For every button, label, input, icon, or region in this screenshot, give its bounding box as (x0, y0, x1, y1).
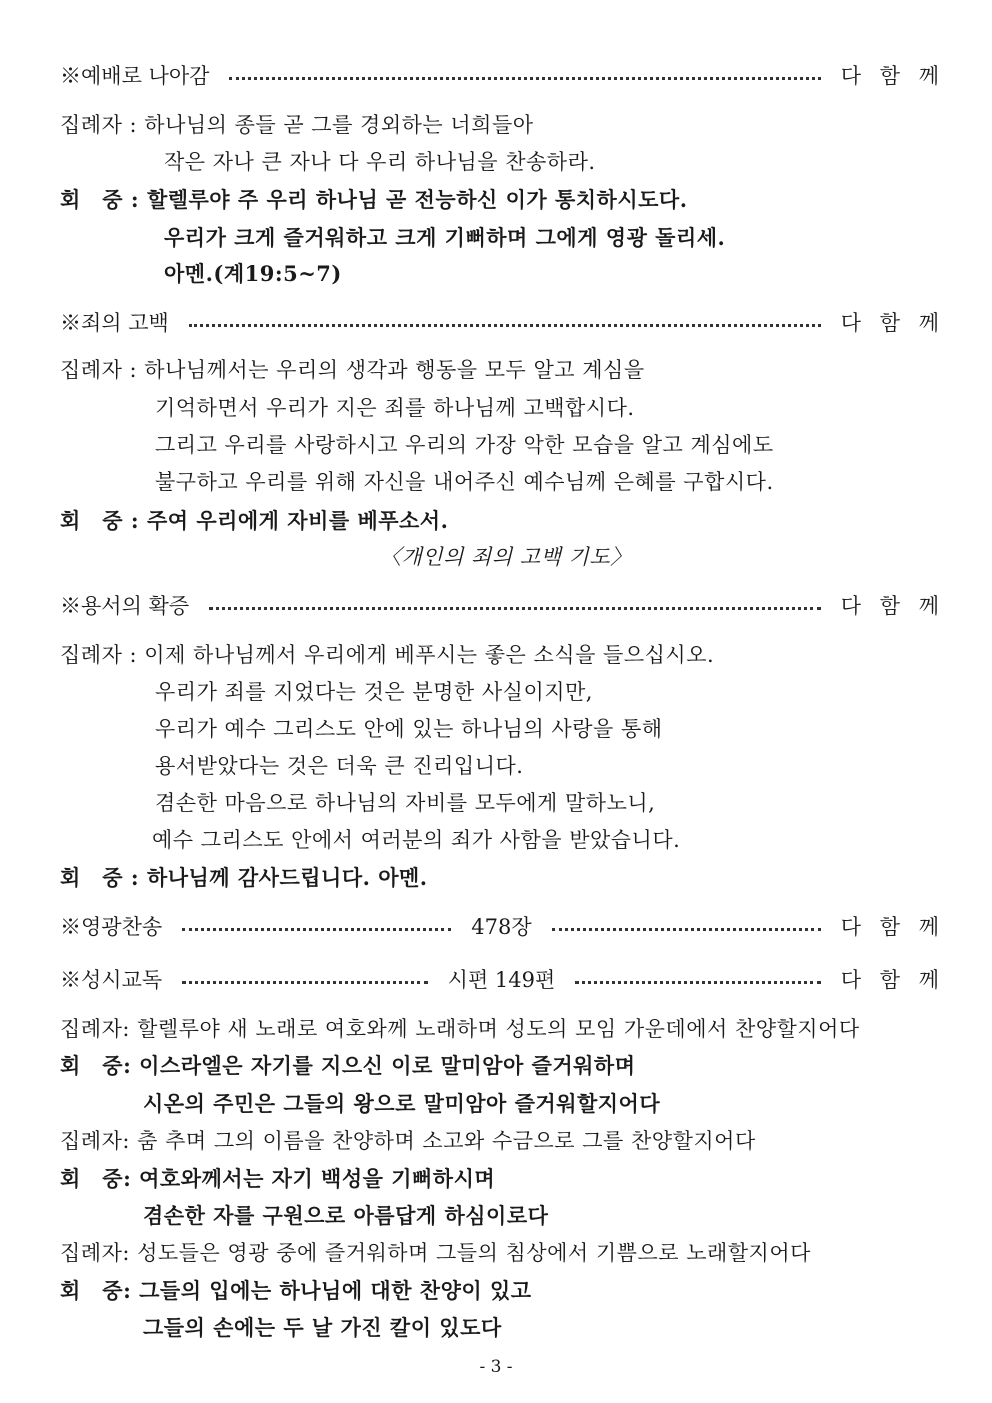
section-participant: 다 함 께 (840, 915, 945, 939)
section-participant: 다 함 께 (840, 64, 945, 88)
section-header-worship-call (60, 60, 945, 90)
dot-leader (552, 928, 821, 931)
congregation-line: 회 중: 여호와께서는 자기 백성을 기뻐하시며 (60, 1166, 496, 1191)
leader-line-cont: 우리가 죄를 지었다는 것은 분명한 사실이지만, (155, 680, 593, 704)
psalm-reference: 시편 149편 (447, 968, 556, 992)
congregation-line-cont: 우리가 크게 즐거워하고 크게 기뻐하며 그에게 영광 돌리세. (164, 225, 726, 250)
dot-leader (575, 981, 821, 984)
congregation-line: 회 중 : 주여 우리에게 자비를 베푸소서. (60, 508, 449, 533)
leader-line: 집례자: 춤 추며 그의 이름을 찬양하며 소고와 수금으로 그를 찬양할지어다 (60, 1129, 756, 1153)
section-header-confession (60, 307, 945, 337)
congregation-line: 회 중 : 하나님께 감사드립니다. 아멘. (60, 865, 428, 890)
leader-line-cont: 겸손한 마음으로 하나님의 자비를 모두에게 말하노니, (155, 791, 656, 815)
leader-line-cont: 작은 자나 큰 자나 다 우리 하나님을 찬송하라. (164, 150, 596, 174)
prayer-note: 〈개인의 죄의 고백 기도〉 (380, 545, 632, 569)
section-header-gloria (60, 911, 945, 941)
page-number: - 3 - (479, 1357, 513, 1377)
leader-line: 집례자 : 이제 하나님께서 우리에게 베푸시는 좋은 소식을 들으십시오. (60, 643, 715, 667)
congregation-line-cont: 그들의 손에는 두 날 가진 칼이 있도다 (143, 1315, 502, 1340)
section-participant: 다 함 께 (840, 968, 945, 992)
leader-line-cont: 불구하고 우리를 위해 자신을 내어주신 예수님께 은혜를 구합시다. (155, 470, 774, 494)
section-participant: 다 함 께 (840, 594, 945, 618)
dot-leader (209, 607, 821, 610)
leader-line: 집례자: 할렐루야 새 노래로 여호와께 노래하며 성도의 모임 가운데에서 찬양할지어다 (60, 1017, 860, 1041)
congregation-line-cont: 시온의 주민은 그들의 왕으로 말미암아 즐거워할지어다 (143, 1091, 661, 1116)
leader-line-cont: 예수 그리스도 안에서 여러분의 죄가 사함을 받았습니다. (152, 828, 681, 852)
dot-leader (182, 981, 428, 984)
section-header-assurance (60, 590, 945, 620)
congregation-line: 회 중 : 할렐루야 주 우리 하나님 곧 전능하신 이가 통치하시도다. (60, 187, 688, 212)
section-title: ※성시교독 (60, 968, 163, 992)
leader-line-cont: 기억하면서 우리가 지은 죄를 하나님께 고백합시다. (155, 396, 635, 420)
congregation-line: 회 중: 그들의 입에는 하나님에 대한 찬양이 있고 (60, 1278, 532, 1303)
dot-leader (229, 77, 820, 80)
leader-line-cont: 그리고 우리를 사랑하시고 우리의 가장 악한 모습을 알고 계심에도 (155, 433, 774, 457)
leader-line: 집례자 : 하나님의 종들 곧 그를 경외하는 너희들아 (60, 113, 534, 137)
section-participant: 다 함 께 (840, 311, 945, 335)
dot-leader (182, 928, 451, 931)
leader-line: 집례자: 성도들은 영광 중에 즐거워하며 그들의 침상에서 기쁨으로 노래할지어다 (60, 1241, 811, 1265)
scripture-reference: 아멘.(계19:5~7) (164, 261, 342, 286)
section-header-responsive-reading (60, 964, 945, 994)
section-title: ※죄의 고백 (60, 311, 169, 335)
dot-leader (189, 324, 821, 327)
leader-line: 집례자 : 하나님께서는 우리의 생각과 행동을 모두 알고 계심을 (60, 358, 645, 382)
hymn-number: 478장 (471, 915, 532, 939)
section-title: ※용서의 확증 (60, 594, 190, 618)
section-title: ※영광찬송 (60, 915, 163, 939)
leader-line-cont: 용서받았다는 것은 더욱 큰 진리입니다. (155, 754, 524, 778)
section-title: ※예배로 나아감 (60, 64, 210, 88)
leader-line-cont: 우리가 예수 그리스도 안에 있는 하나님의 사랑을 통해 (155, 717, 663, 741)
congregation-line: 회 중: 이스라엘은 자기를 지으신 이로 말미암아 즐거워하며 (60, 1053, 636, 1078)
congregation-line-cont: 겸손한 자를 구원으로 아름답게 하심이로다 (143, 1203, 549, 1228)
